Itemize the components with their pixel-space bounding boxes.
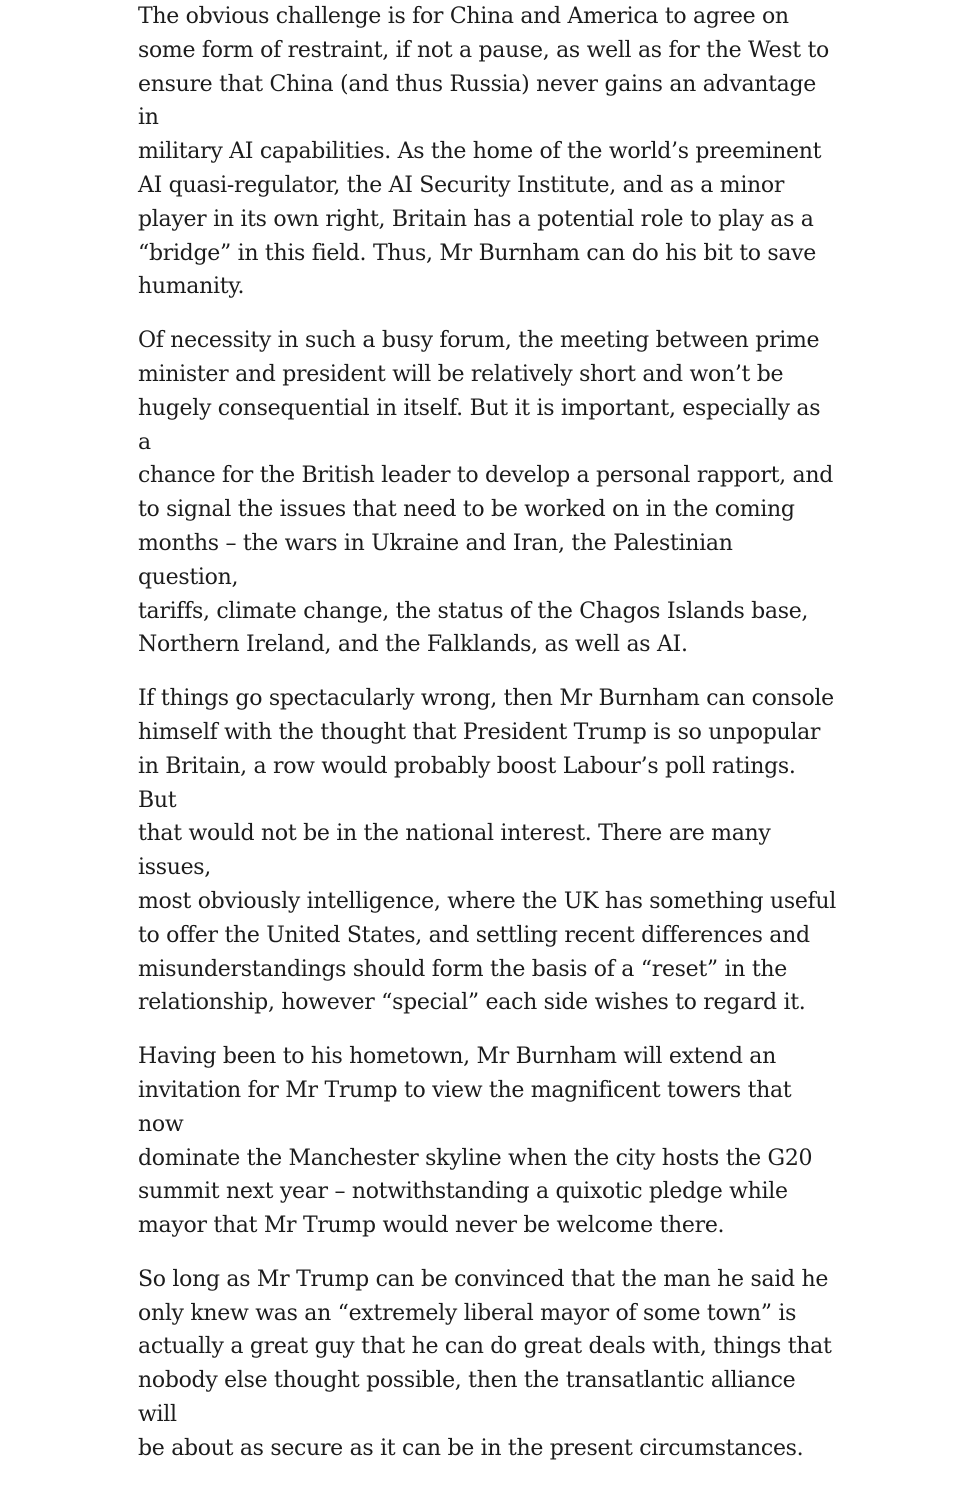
paragraph-1: [138, 0, 838, 304]
paragraph-line: be about as secure as it can be in the present circumstances.: [138, 1435, 804, 1461]
paragraph-line: actually a great guy that he can do great deals with, things that: [138, 1334, 832, 1360]
paragraph-line: invitation for Mr Trump to view the magnificent towers that now: [138, 1077, 792, 1137]
paragraph-line: tariffs, climate change, the status of the Chagos Islands base,: [138, 598, 809, 624]
paragraph-line: ensure that China (and thus Russia) never gains an advantage in: [138, 71, 816, 131]
paragraph-line: to offer the United States, and settling recent differences and: [138, 922, 810, 948]
paragraph-line: only knew was an “extremely liberal mayor of some town” is: [138, 1300, 797, 1326]
paragraph-line: months – the wars in Ukraine and Iran, the Palestinian question,: [138, 530, 733, 590]
paragraph-line: The obvious challenge is for China and America to agree on: [138, 4, 789, 29]
paragraph-line: that would not be in the national interest. There are many issues,: [138, 821, 771, 881]
paragraph-line: nobody else thought possible, then the transatlantic alliance will: [138, 1368, 796, 1428]
paragraph-line: summit next year – notwithstanding a quixotic pledge while: [138, 1179, 788, 1205]
article-body: [138, 0, 838, 1486]
paragraph-4: [138, 1040, 838, 1243]
paragraph-line: So long as Mr Trump can be convinced that the man he said he: [138, 1266, 829, 1292]
paragraph-line: minister and president will be relatively short and won’t be: [138, 361, 784, 387]
paragraph-line: If things go spectacularly wrong, then Mr Burnham can console: [138, 686, 834, 712]
paragraph-line: some form of restraint, if not a pause, as well as for the West to: [138, 37, 829, 63]
paragraph-line: Of necessity in such a busy forum, the meeting between prime: [138, 328, 820, 354]
paragraph-line: in Britain, a row would probably boost Labour’s poll ratings. But: [138, 753, 796, 813]
paragraph-line: to signal the issues that need to be worked on in the coming: [138, 497, 795, 523]
paragraph-3: [138, 682, 838, 1020]
paragraph-line: mayor that Mr Trump would never be welcome there.: [138, 1213, 725, 1239]
paragraph-line: most obviously intelligence, where the UK has something useful: [138, 888, 837, 914]
paragraph-line: relationship, however “special” each side wishes to regard it.: [138, 990, 806, 1016]
paragraph-line: Northern Ireland, and the Falklands, as well as AI.: [138, 632, 688, 658]
paragraph-5: [138, 1263, 838, 1466]
paragraph-line: military AI capabilities. As the home of the world’s preeminent: [138, 139, 822, 165]
paragraph-line: humanity.: [138, 274, 245, 300]
paragraph-line: AI quasi-regulator, the AI Security Institute, and as a minor: [138, 172, 785, 198]
paragraph-line: himself with the thought that President Trump is so unpopular: [138, 719, 821, 745]
paragraph-line: “bridge” in this field. Thus, Mr Burnham can do his bit to save: [138, 240, 817, 266]
paragraph-line: dominate the Manchester skyline when the city hosts the G20: [138, 1145, 813, 1171]
paragraph-line: misunderstandings should form the basis of a “reset” in the: [138, 956, 787, 982]
paragraph-line: hugely consequential in itself. But it is important, especially as a: [138, 395, 821, 455]
paragraph-line: Having been to his hometown, Mr Burnham will extend an: [138, 1044, 776, 1070]
paragraph-line: player in its own right, Britain has a potential role to play as a: [138, 206, 814, 232]
paragraph-2: [138, 324, 838, 662]
paragraph-line: chance for the British leader to develop a personal rapport, and: [138, 463, 833, 489]
